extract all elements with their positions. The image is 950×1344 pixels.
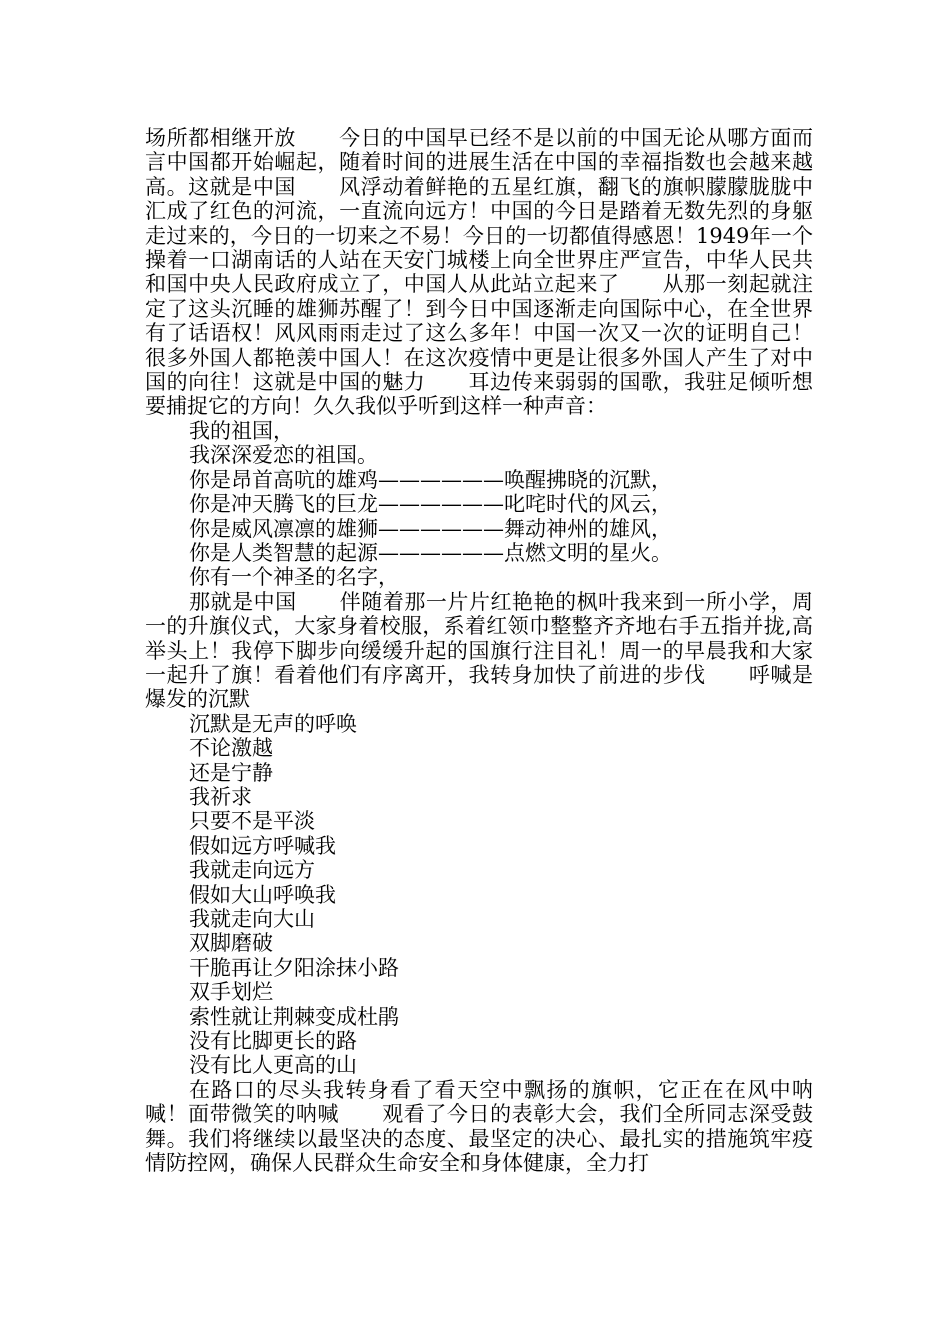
poem-line: 只要不是平淡 [189, 809, 315, 834]
poem-line: 不论激越 [189, 736, 273, 761]
poem-line: 我祈求 [189, 784, 252, 809]
poem-line: 你是冲天腾飞的巨龙——————叱咤时代的风云， [189, 492, 672, 517]
document-body [145, 126, 813, 1175]
poem-line: 你是昂首高吭的雄鸡——————唤醒拂晓的沉默， [189, 467, 672, 492]
paragraph-closing: 在路口的尽头我转身看了看天空中飘扬的旗帜，它正在在风中呐喊！面带微笑的呐喊 观看了今日的表彰大会，我们全所同志深受鼓舞。我们将继续以最坚决的态度、最坚定的决心、最扎实的措施筑牢疫情防控网，确保人民群众生命安全和身体健康，全力打 [145, 1077, 813, 1176]
poem-line: 还是宁静 [189, 760, 273, 785]
poem-line: 假如远方呼喊我 [189, 833, 336, 858]
poem-line: 双脚磨破 [189, 931, 273, 956]
poem-line: 我就走向远方 [189, 858, 315, 883]
poem-line: 没有比脚更长的路 [189, 1029, 357, 1054]
poem-line: 假如大山呼唤我 [189, 882, 336, 907]
poem-line: 索性就让荆棘变成杜鹃 [189, 1004, 399, 1029]
poem-line: 你是人类智慧的起源——————点燃文明的星火。 [189, 540, 672, 565]
poem-line: 你有一个神圣的名字， [189, 565, 399, 590]
poem-line: 双手划烂 [189, 980, 273, 1005]
poem-line: 你是威风凛凛的雄狮——————舞动神州的雄风， [189, 516, 672, 541]
poem-stanza-motherland [145, 419, 813, 590]
poem-line: 干脆再让夕阳涂抹小路 [189, 955, 399, 980]
poem-line: 沉默是无声的呼唤 [189, 711, 357, 736]
poem-line: 没有比人更高的山 [189, 1053, 357, 1078]
poem-stanza-silence [145, 712, 813, 1078]
poem-line: 我就走向大山 [189, 907, 315, 931]
poem-line: 我深深爱恋的祖国。 [189, 443, 378, 468]
paragraph-flag-ceremony: 那就是中国 伴随着那一片片红艳艳的枫叶我来到一所小学，周一的升旗仪式，大家身着校服，系着红领巾整整齐齐地右手五指并拢,高举头上！我停下脚步向缓缓升起的国旗行注目礼！周一的早晨我和大家一起升了旗！看着他们有序离开，我转身加快了前进的步伐 呼喊是爆发的沉默 [145, 589, 813, 712]
poem-line: 我的祖国， [189, 418, 294, 443]
paragraph-opening: 场所都相继开放 今日的中国早已经不是以前的中国无论从哪方面而言中国都开始崛起，随着时间的进展生活在中国的幸福指数也会越来越高。这就是中国 风浮动着鲜艳的五星红旗，翻飞的旗帜朦朦胧胧中汇成了红色的河流，一直流向远方！中国的今日是踏着无数先烈的身躯走过来的，今日的一切来之不易！今日的一切都值得感恩！1949年一个操着一口湖南话的人站在天安门城楼上向全世界庄严宣告，中华人民共和国中央人民政府成立了，中国人从此站立起来了 从那一刻起就注定了这头沉睡的雄狮苏醒了！到今日中国逐渐走向国际中心，在全世界有了话语权！风风雨雨走过了这么多年！中国一次又一次的证明自己！很多外国人都艳羡中国人！在这次疫情中更是让很多外国人产生了对中国的向往！这就是中国的魅力 耳边传来弱弱的国歌，我驻足倾听想要捕捉它的方向！久久我似乎听到这样一种声音： [145, 126, 813, 419]
